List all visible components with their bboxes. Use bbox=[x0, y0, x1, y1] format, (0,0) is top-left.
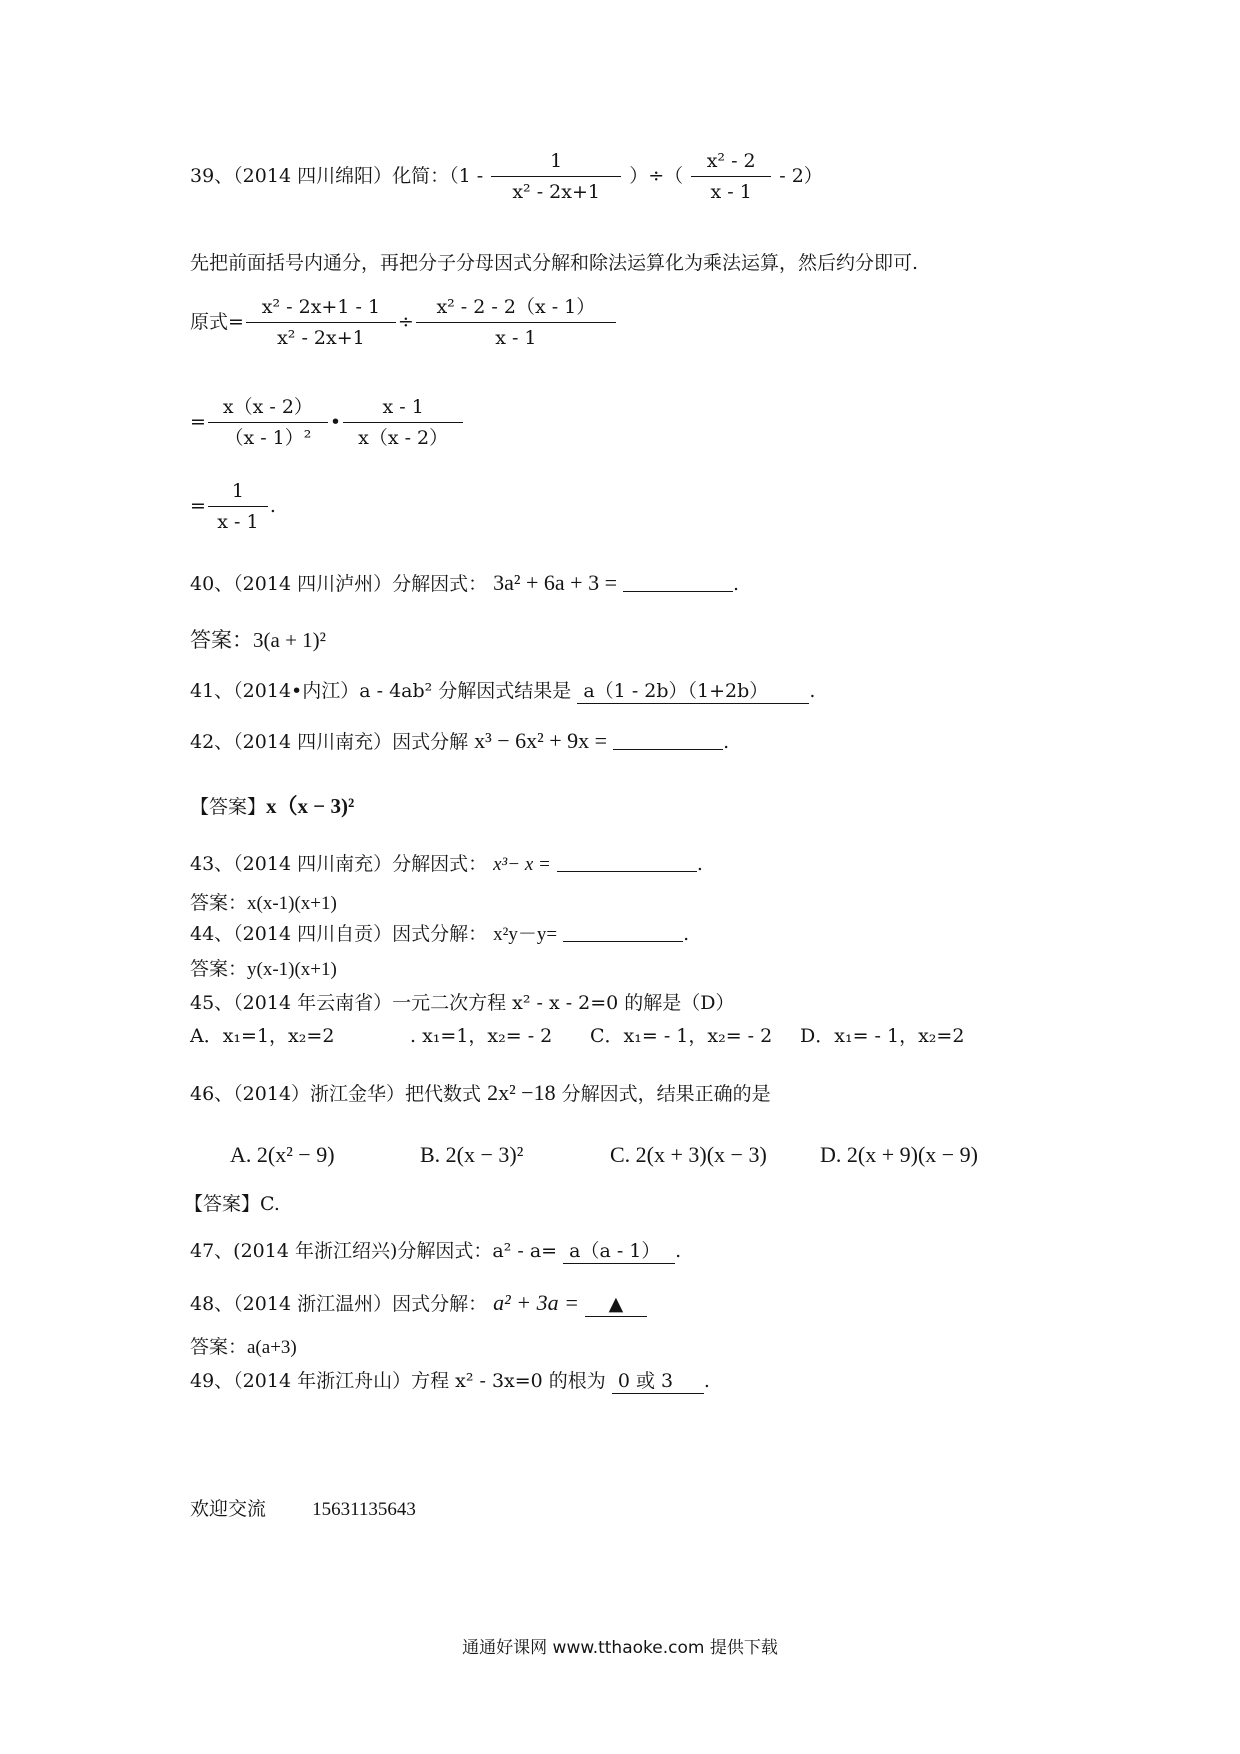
q39-step2-fraction-a: $\frac{x(x - 2)}{\text{（x - 1）²}}$ bbox=[208, 396, 328, 450]
q39-step-1: 原式= $\frac{\text{x² - 2x+1 - 1}}{\text{x² - 2x+1}}$ ÷ $\frac{\text{x² - 2 - 2（x - 1）}}{x - 1}$ bbox=[190, 296, 618, 350]
q41-answer: a（1 - 2b）（1+2b） bbox=[577, 680, 809, 704]
q39-title: 39、（2014 四川绵阳）化简：（1 - $\frac{1}{\text{x² - 2x+1}}$ ）÷（ $\frac{\text{x² - 2}}{x - 1}$ - 2） bbox=[190, 150, 823, 203]
q41-question: 41、（2014•内江）a - 4ab² 分解因式结果是 a（1 - 2b）（1+2b） . bbox=[190, 680, 816, 702]
q39-explanation: 先把前面括号内通分，再把分子分母因式分解和除法运算化为乘法运算，然后约分即可. bbox=[190, 252, 919, 274]
q46-options bbox=[230, 1142, 978, 1168]
q40-question: 40、（2014 四川泸州）分解因式： 3a² + 6a + 3 = . bbox=[190, 570, 740, 595]
q46-option-d: D. 2(x + 9)(x − 9) bbox=[820, 1142, 979, 1167]
q39-step1-fraction-b: $\frac{\text{x² - 2 - 2（x - 1）}}{x - 1}$ bbox=[416, 296, 616, 350]
answer-blank bbox=[563, 923, 683, 942]
q48-answer: 答案：a(a+3) bbox=[190, 1337, 297, 1358]
q39-step-3: = $\frac{1}{x - 1}$ . bbox=[190, 480, 276, 533]
q46-question: 46、（2014）浙江金华）把代数式 2x² −18 分解因式，结果正确的是 bbox=[190, 1080, 771, 1105]
q39-step-2: = $\frac{x(x - 2)}{\text{（x - 1）²}}$ • $\frac{x - 1}{x(x - 2)}$ bbox=[190, 396, 465, 450]
q48-answer-triangle: ▲ bbox=[585, 1293, 647, 1317]
q42-question: 42、（2014 四川南充）因式分解 x³ − 6x² + 9x = . bbox=[190, 728, 730, 753]
q43-question: 43、（2014 四川南充）分解因式： x³− x = . bbox=[190, 853, 703, 875]
q45-option-c: C．x₁= - 1，x₂= - 2 bbox=[590, 1025, 773, 1047]
q49-answer: 0 或 3 bbox=[612, 1370, 704, 1394]
q45-options bbox=[190, 1025, 964, 1048]
q39-prefix: 39、（2014 四川绵阳）化简：（1 - bbox=[190, 164, 484, 187]
answer-blank bbox=[623, 573, 733, 592]
q47-question: 47、(2014 年浙江绍兴)分解因式：a² - a= a（a - 1） . bbox=[190, 1240, 682, 1262]
answer-blank bbox=[557, 853, 697, 872]
answer-blank bbox=[613, 731, 723, 750]
q45-option-b: . x₁=1，x₂= - 2 bbox=[410, 1025, 553, 1047]
q46-option-a: A. 2(x² − 9) bbox=[230, 1142, 335, 1167]
q43-answer: 答案：x(x-1)(x+1) bbox=[190, 893, 337, 914]
q46-answer: 【答案】C. bbox=[184, 1193, 280, 1215]
q40-answer: 答案：3(a + 1)² bbox=[190, 628, 326, 652]
q46-option-c: C. 2(x + 3)(x − 3) bbox=[610, 1142, 767, 1167]
contact-line bbox=[190, 1498, 416, 1522]
q45-option-a: A．x₁=1，x₂=2 bbox=[190, 1025, 335, 1047]
q44-question: 44、（2014 四川自贡）因式分解： x²y－y= . bbox=[190, 923, 690, 945]
contact-label: 欢迎交流 bbox=[190, 1498, 267, 1520]
q47-answer: a（a - 1） bbox=[563, 1240, 675, 1264]
contact-phone: 15631135643 bbox=[312, 1499, 416, 1520]
q44-answer: 答案：y(x-1)(x+1) bbox=[190, 959, 337, 980]
q39-fraction-2: $\frac{\text{x² - 2}}{x - 1}$ bbox=[691, 150, 771, 204]
q39-step1-fraction-a: $\frac{\text{x² - 2x+1 - 1}}{\text{x² - 2x+1}}$ bbox=[246, 296, 396, 350]
q45-option-d: D．x₁= - 1，x₂=2 bbox=[800, 1025, 965, 1047]
q39-step2-fraction-b: $\frac{x - 1}{x(x - 2)}$ bbox=[343, 396, 463, 450]
q45-question: 45、（2014 年云南省）一元二次方程 x² - x - 2=0 的解是（D） bbox=[190, 992, 735, 1014]
page-footer: 通通好课网 www.tthaoke.com 提供下载 bbox=[462, 1638, 778, 1658]
q49-question: 49、（2014 年浙江舟山）方程 x² - 3x=0 的根为 0 或 3 . bbox=[190, 1370, 710, 1392]
q42-answer: 【答案】x（x − 3)² bbox=[190, 794, 355, 818]
q48-question: 48、（2014 浙江温州）因式分解： a² + 3a = ▲ bbox=[190, 1290, 647, 1317]
q46-option-b: B. 2(x − 3)² bbox=[420, 1142, 524, 1167]
q39-fraction-1: $\frac{1}{\text{x² - 2x+1}}$ bbox=[491, 150, 621, 204]
q39-step3-fraction: $\frac{1}{x - 1}$ bbox=[208, 480, 268, 534]
